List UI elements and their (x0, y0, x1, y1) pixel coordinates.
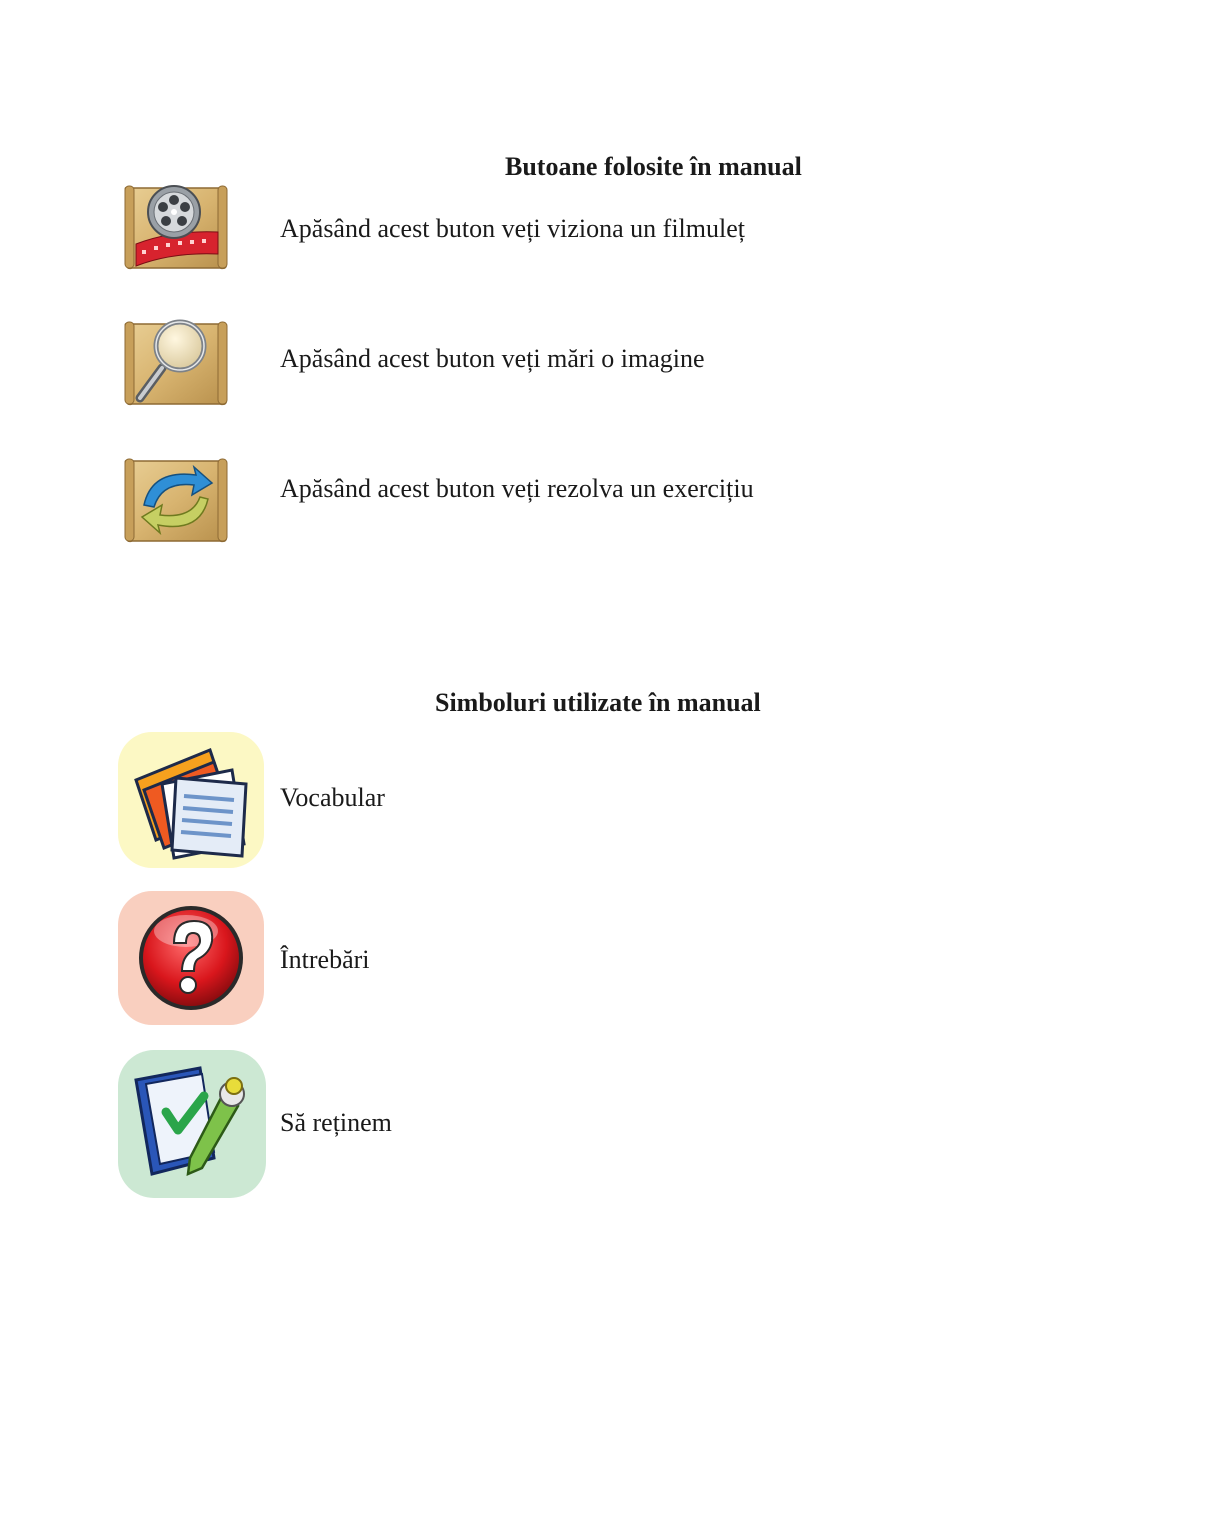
checklist-pen-icon (118, 1050, 266, 1198)
exercise-arrows-icon[interactable] (122, 455, 230, 545)
film-reel-icon[interactable] (122, 182, 230, 272)
sa-retinem-label: Să reținem (280, 1108, 392, 1137)
symbols-section-title: Simboluri utilizate în manual (435, 688, 761, 717)
film-button-description: Apăsând acest buton veți viziona un filmuleț (280, 214, 745, 243)
buttons-section-title: Butoane folosite în manual (505, 152, 802, 181)
exercise-button-description: Apăsând acest buton veți rezolva un exercițiu (280, 474, 754, 503)
vocabular-label: Vocabular (280, 783, 385, 812)
magnifier-button-description: Apăsând acest buton veți mări o imagine (280, 344, 705, 373)
question-mark-icon (118, 891, 264, 1025)
documents-icon (118, 732, 264, 868)
magnifier-icon[interactable] (122, 318, 230, 408)
intrebari-label: Întrebări (280, 945, 370, 974)
